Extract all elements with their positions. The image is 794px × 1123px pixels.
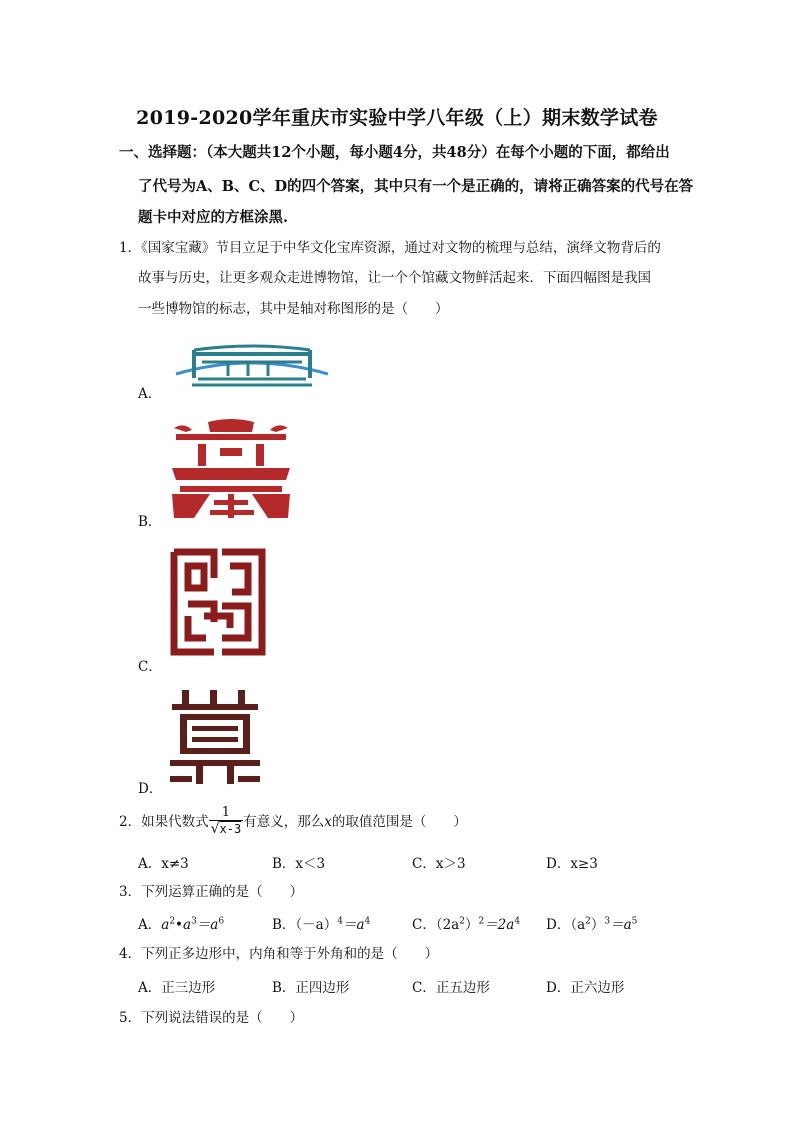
q3-d-exp1: 2 xyxy=(585,916,591,927)
question-2 xyxy=(119,803,467,841)
q3-b-exp2: 4 xyxy=(364,916,371,927)
q3-option-d-label: D．（a xyxy=(546,917,586,933)
question-2-suffix2: 的取值范围是（ ） xyxy=(331,814,467,830)
question-1-line1: 1．《国家宝藏》节目立足于中华文化宝库资源，通过对文物的梳理与总结，演绎文物背后的 xyxy=(119,240,661,256)
q3-option-b-label: B．（－a） xyxy=(272,917,338,933)
q3-c-exp1: 2 xyxy=(459,916,465,927)
q3-a-base: a xyxy=(161,917,170,933)
option-c-label: C． xyxy=(138,659,162,675)
q3-a-eq: ＝a xyxy=(196,917,219,933)
question-2-suffix: 有意义，那么 xyxy=(243,814,325,830)
q3-d-exp3: 5 xyxy=(631,916,638,927)
q3-c-paren: ） xyxy=(464,917,479,933)
radicand: x-3 xyxy=(219,822,242,836)
q3-d-eq: ＝a xyxy=(610,917,632,933)
q3-option-b xyxy=(272,913,370,933)
q3-a-mid: •a xyxy=(175,917,192,933)
section-heading-line3: 题卡中对应的方框涂黑. xyxy=(138,209,289,226)
q4-option-c: C．正五边形 xyxy=(412,980,490,996)
q3-c-eq: ＝2a xyxy=(484,917,515,933)
q3-b-exp1: 4 xyxy=(337,916,343,927)
fraction-expression xyxy=(209,806,244,838)
fraction-numerator: 1 xyxy=(221,805,231,820)
question-5-stem: 5．下列说法错误的是（ ） xyxy=(119,1010,304,1026)
q3-d-exp2: 3 xyxy=(604,916,611,927)
q3-option-c-label: C．（2a xyxy=(412,917,460,933)
q3-c-exp2: 2 xyxy=(478,916,485,927)
option-a-label: A． xyxy=(138,386,162,402)
museum-logo-b-icon xyxy=(170,418,292,520)
option-b-label: B． xyxy=(138,514,162,530)
q3-a-exp1: 2 xyxy=(169,916,176,927)
section-heading-line1: 一、选择题：（本大题共12个小题，每小题4分，共48分）在每个小题的下面，都给出 xyxy=(119,144,670,161)
question-4-stem: 4．下列正多边形中，内角和等于外角和的是（ ） xyxy=(119,946,439,962)
q3-b-eq: ＝a xyxy=(342,917,365,933)
q4-option-d: D．正六边形 xyxy=(546,980,625,996)
q2-option-a: A．x≠3 xyxy=(138,856,189,872)
q3-option-d xyxy=(546,913,637,933)
q3-a-exp2: 3 xyxy=(191,916,197,927)
question-1-line2: 故事与历史，让更多观众走进博物馆，让一个个馆藏文物鲜活起来．下面四幅图是我国 xyxy=(138,270,651,286)
q3-a-exp3: 6 xyxy=(218,916,225,927)
q4-option-b: B．正四边形 xyxy=(272,980,350,996)
q3-d-paren: ） xyxy=(590,917,605,933)
museum-logo-c-icon xyxy=(170,548,266,656)
q2-option-b: B．x＜3 xyxy=(272,856,326,872)
q3-option-c xyxy=(412,913,520,933)
q2-option-c: C．x＞3 xyxy=(412,856,466,872)
museum-logo-d-icon xyxy=(170,690,260,786)
fraction-denominator xyxy=(209,820,244,838)
page-title: 2019-2020学年重庆市实验中学八年级（上）期末数学试卷 xyxy=(136,107,658,129)
question-3-stem: 3．下列运算正确的是（ ） xyxy=(119,884,304,900)
q4-option-a: A．正三边形 xyxy=(138,980,216,996)
option-d-label: D． xyxy=(138,781,163,797)
radical-sign: √ xyxy=(210,821,220,837)
question-1-line3: 一些博物馆的标志，其中是轴对称图形的是（ ） xyxy=(138,301,449,317)
variable-x: x xyxy=(324,814,332,830)
museum-logo-a-icon xyxy=(172,338,332,390)
q3-c-exp3: 4 xyxy=(514,916,521,927)
question-2-prefix: 2．如果代数式 xyxy=(119,814,209,830)
q2-option-d: D．x≥3 xyxy=(546,856,598,872)
section-heading-line2: 了代号为A、B、C、D的四个答案，其中只有一个是正确的，请将正确答案的代号在答 xyxy=(138,178,694,195)
q3-option-a xyxy=(138,913,224,933)
q3-option-a-label: A． xyxy=(138,917,162,933)
